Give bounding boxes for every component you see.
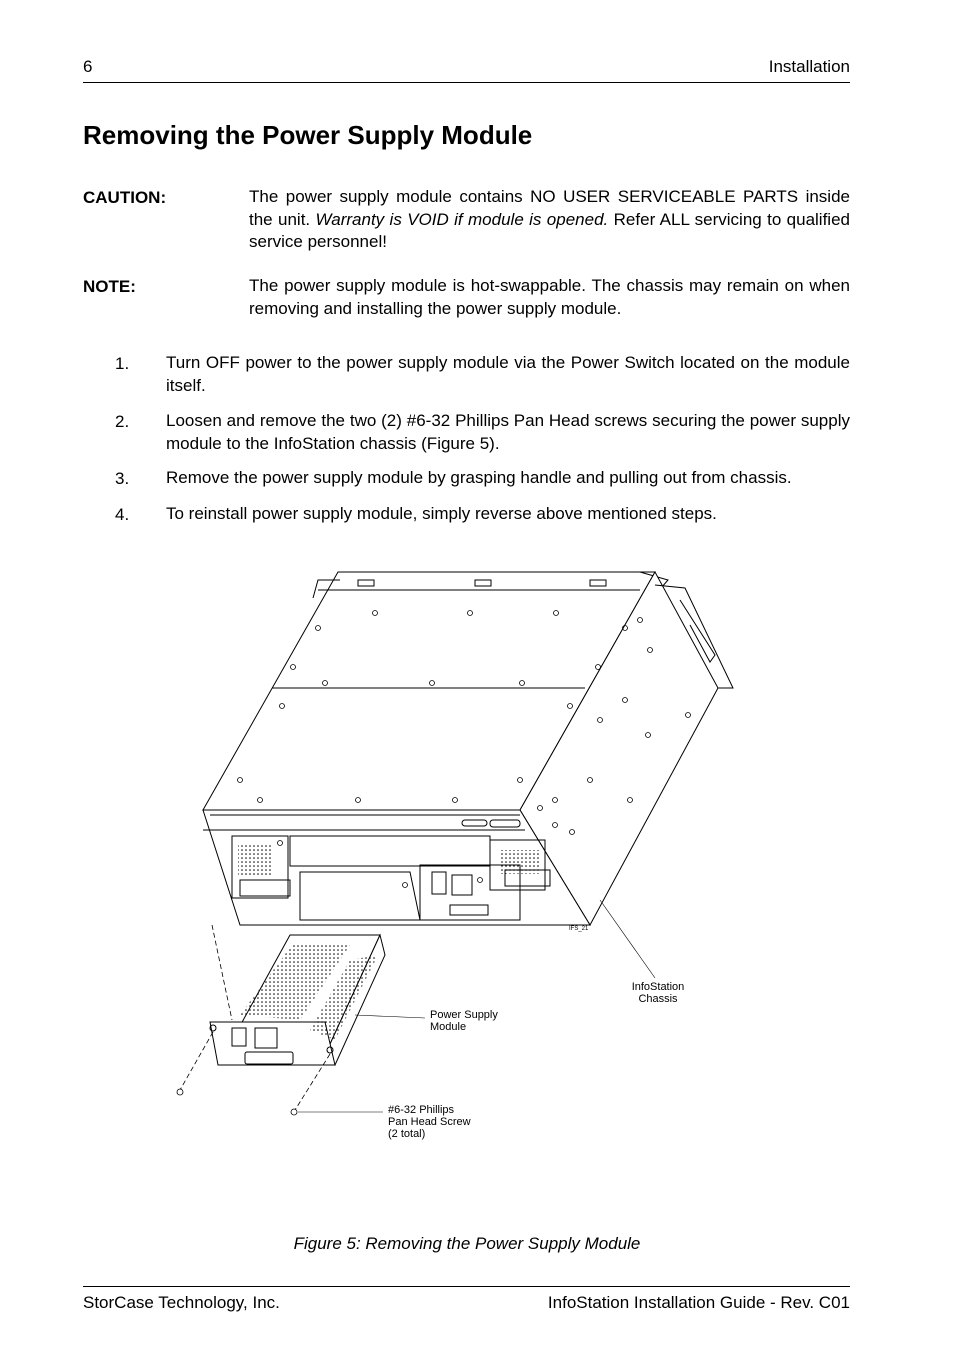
caution-text-2: Refer ALL servicing to qualified service personnel! <box>249 209 850 251</box>
callout-line: InfoStation <box>631 981 685 993</box>
footer-company: StorCase Technology, Inc. <box>83 1293 280 1312</box>
callout-line: #6-32 Phillips <box>388 1104 455 1116</box>
step-number: 3. <box>115 469 130 488</box>
callout-line: Power Supply <box>430 1009 498 1021</box>
footer-document: InfoStation Installation Guide - Rev. C01 <box>547 1293 850 1312</box>
step-text: Turn OFF power to the power supply module via the Power Switch located on the module itself. <box>166 353 850 395</box>
caution-text-warranty: Warranty is VOID if module is opened. <box>315 209 609 229</box>
page-title: Removing the Power Supply Module <box>83 120 533 150</box>
step-number: 2. <box>115 412 130 431</box>
page-number: 6 <box>83 57 93 76</box>
step-text: Loosen and remove the two (2) #6-32 Phillips Pan Head screws securing the power supply module to the InfoStation chassis (Figure 5). <box>166 411 850 453</box>
drawing-id: IFS_21 <box>569 926 589 932</box>
callout-line: (2 total) <box>388 1128 426 1140</box>
footer-rule <box>83 1286 850 1287</box>
callout-line: Chassis <box>638 993 678 1005</box>
step-number: 4. <box>115 505 130 524</box>
callout-infostation-chassis <box>618 981 698 1005</box>
callout-line: Pan Head Screw <box>388 1116 471 1128</box>
caution-label: CAUTION: <box>83 188 167 207</box>
step-text: Remove the power supply module by grasping handle and pulling out from chassis. <box>166 468 792 487</box>
step-number: 1. <box>115 354 130 373</box>
callout-power-supply-module <box>430 1009 498 1033</box>
step-text: To reinstall power supply module, simply reverse above mentioned steps. <box>166 504 717 523</box>
section-name: Installation <box>768 57 850 76</box>
callout-line: Module <box>430 1021 467 1033</box>
figure-caption: Figure 5: Removing the Power Supply Module <box>293 1234 641 1253</box>
caution-text-1: The power supply module contains NO USER SERVICEABLE PARTS inside the unit. <box>249 187 850 229</box>
note-label: NOTE: <box>83 277 136 296</box>
callout-screw <box>388 1104 471 1140</box>
note-text: The power supply module is hot-swappable. The chassis may remain on when removing and installing the power supply module. <box>249 276 850 318</box>
